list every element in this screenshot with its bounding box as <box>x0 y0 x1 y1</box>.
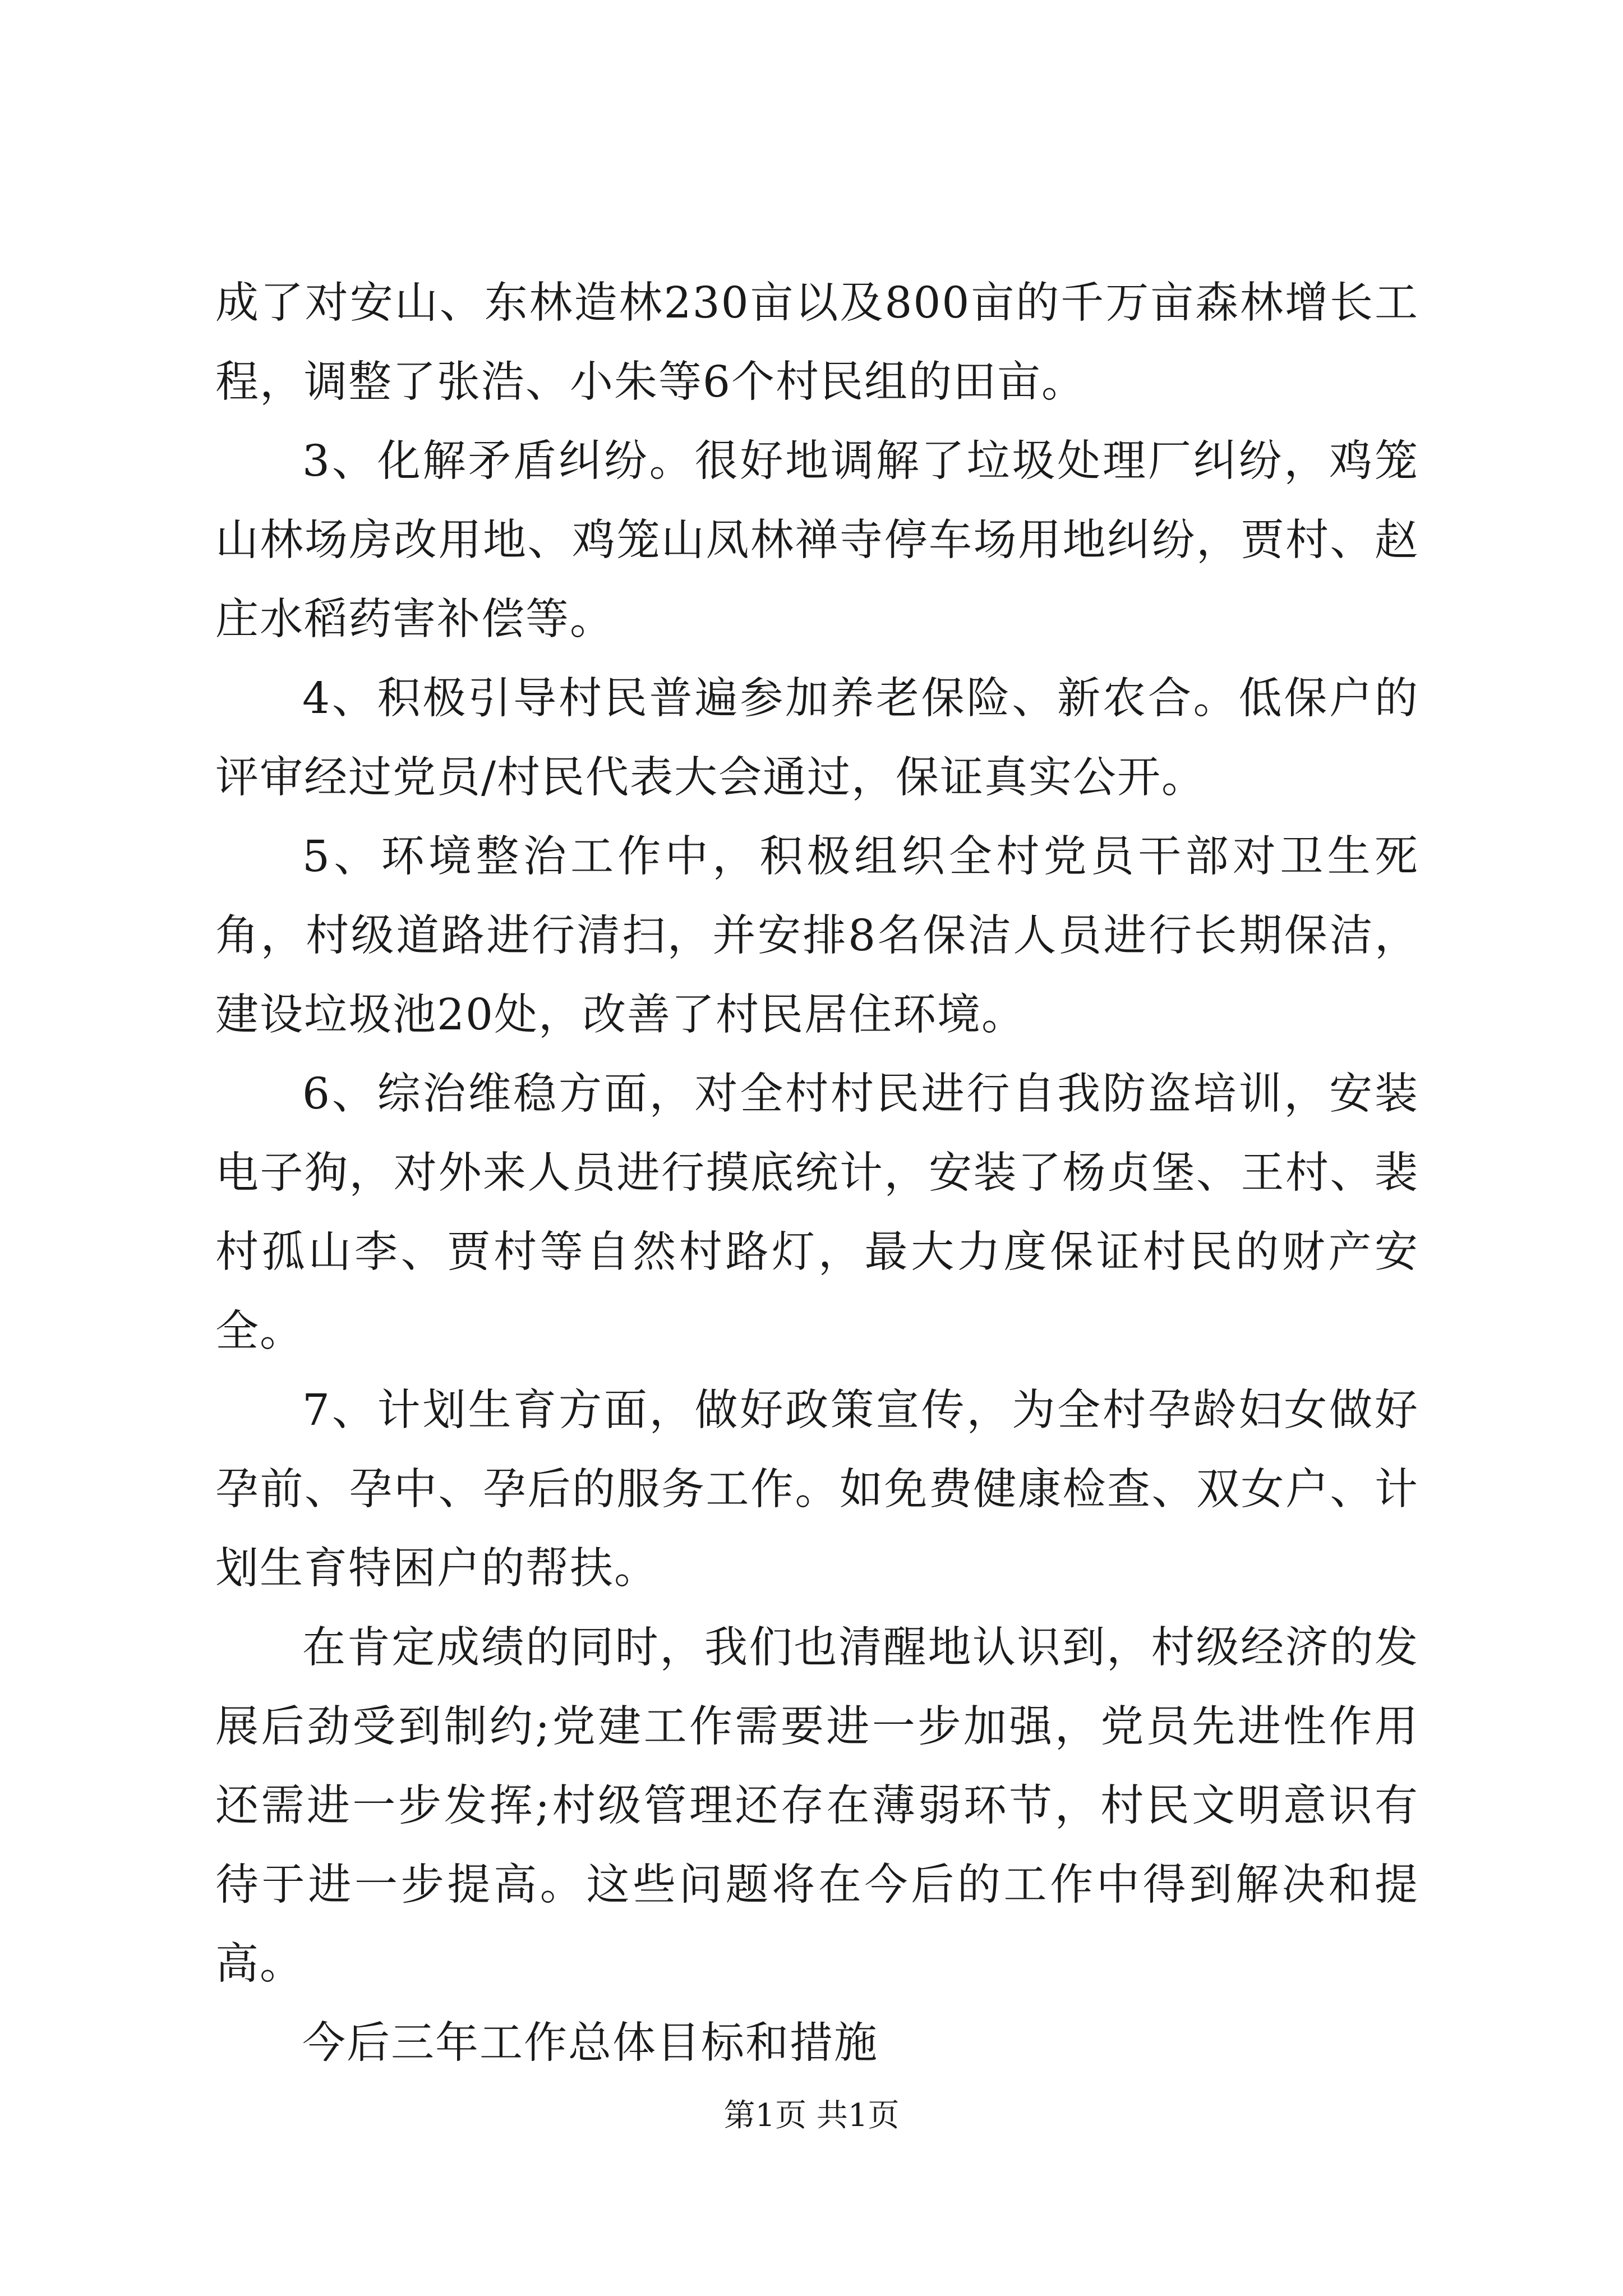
document-body <box>215 264 1419 2083</box>
paragraph-item-3: 3、化解矛盾纠纷。很好地调解了垃圾处理厂纠纷，鸡笼山林场房改用地、鸡笼山凤林禅寺停车场用地纠纷，贾村、赵庄水稻药害补偿等。 <box>215 436 1419 645</box>
paragraph-item-6: 6、综治维稳方面，对全村村民进行自我防盗培训，安装电子狗，对外来人员进行摸底统计，安装了杨贞堡、王村、裴村孤山李、贾村等自然村路灯，最大力度保证村民的财产安全。 <box>215 1069 1419 1356</box>
section-heading: 今后三年工作总体目标和措施 <box>302 2018 878 2068</box>
paragraph-summary: 在肯定成绩的同时，我们也清醒地认识到，村级经济的发展后劲受到制约;党建工作需要进一步加强，党员先进性作用还需进一步发挥;村级管理还存在薄弱环节，村民文明意识有待于进一步提高。这些问题将在今后的工作中得到解决和提高。 <box>215 1623 1419 1989</box>
page-number-footer: 第1页 共1页 <box>723 2097 900 2134</box>
paragraph-item-5: 5、环境整治工作中，积极组织全村党员干部对卫生死角，村级道路进行清扫，并安排8名保洁人员进行长期保洁，建设垃圾池20处，改善了村民居住环境。 <box>215 832 1419 1040</box>
paragraph-item-7: 7、计划生育方面，做好政策宣传，为全村孕龄妇女做好孕前、孕中、孕后的服务工作。如免费健康检查、双女户、计划生育特困户的帮扶。 <box>215 1386 1419 1594</box>
paragraph-1: 成了对安山、东林造林230亩以及800亩的千万亩森林增长工程，调整了张浩、小朱等6个村民组的田亩。 <box>215 278 1419 407</box>
paragraph-item-4: 4、积极引导村民普遍参加养老保险、新农合。低保户的评审经过党员/村民代表大会通过，保证真实公开。 <box>215 674 1419 803</box>
